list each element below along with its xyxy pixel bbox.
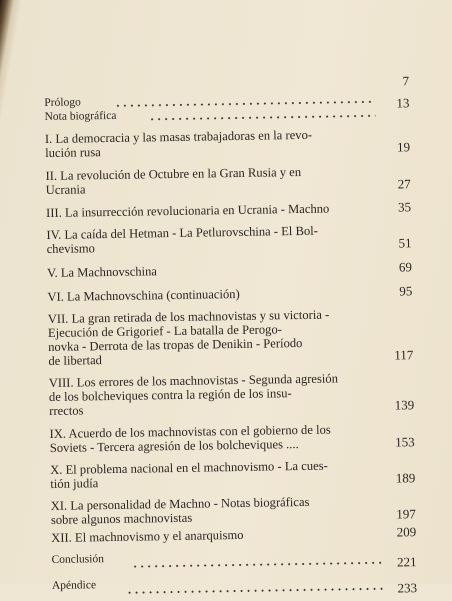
toc-entry-chapter-12 bbox=[51, 525, 416, 545]
toc-entry-chapter-11 bbox=[51, 493, 416, 527]
toc-entry-title: III. La insurrección revolucionaria en Ucrania - Machno bbox=[45, 201, 330, 220]
toc-entry-chapter-7 bbox=[48, 306, 414, 368]
toc-entry-title: II. La revolución de Octubre en la Gran Rusia y en Ucrania bbox=[45, 164, 302, 197]
toc-entry-page: 51 bbox=[398, 235, 412, 251]
toc-entry-title: VI. La Machnovschina (continuación) bbox=[47, 286, 240, 304]
toc-entry-title: IV. La caída del Hetman - La Petlurovschina - El Bol- chevismo bbox=[46, 223, 319, 256]
toc-entry-page: 233 bbox=[397, 580, 418, 596]
table-of-contents bbox=[44, 74, 417, 601]
toc-entry-page: 197 bbox=[396, 506, 416, 522]
toc-entry-title: I. La democracia y las masas trabajadoras en la revo- lución rusa bbox=[44, 127, 313, 160]
toc-entry-chapter-10 bbox=[50, 457, 415, 491]
toc-entry-chapter-4 bbox=[46, 222, 411, 256]
toc-entry-page: 117 bbox=[394, 347, 414, 363]
toc-entry-chapter-5 bbox=[47, 260, 412, 280]
toc-entry-page: 209 bbox=[396, 524, 417, 540]
toc-entry-title: VIII. Los errores de los machnovistas - Segunda agresión de los bolcheviques contra la región de los insu- rrectos bbox=[48, 371, 339, 418]
toc-entry-page: 153 bbox=[395, 434, 415, 450]
toc-entry-title: XI. La personalidad de Machno - Notas biográficas sobre algunos machnovistas bbox=[50, 494, 310, 527]
toc-entry-nota-biografica bbox=[44, 96, 409, 124]
toc-entry-page: 221 bbox=[396, 554, 417, 570]
toc-entry-page: 27 bbox=[397, 176, 411, 192]
toc-entry-chapter-8 bbox=[49, 370, 415, 418]
toc-entry-chapter-9 bbox=[49, 421, 414, 455]
toc-entry-page: 7 bbox=[402, 73, 410, 89]
toc-entry-title: V. La Machnovschina bbox=[46, 264, 158, 280]
toc-entry-page: 189 bbox=[395, 470, 416, 486]
toc-entry-page: 13 bbox=[396, 95, 410, 111]
toc-entry-page: 139 bbox=[394, 397, 415, 413]
toc-entry-conclusion bbox=[51, 547, 416, 575]
toc-entry-page: 35 bbox=[397, 199, 412, 215]
toc-entry-chapter-1 bbox=[45, 126, 410, 160]
toc-entry-title: Prólogo bbox=[44, 96, 81, 109]
toc-entry-title: Apéndice bbox=[51, 579, 97, 592]
toc-entry-chapter-3 bbox=[46, 200, 411, 220]
toc-entry-title: Conclusión bbox=[51, 553, 105, 566]
toc-entry-page: 19 bbox=[396, 139, 411, 155]
toc-entry-apendice bbox=[52, 573, 417, 601]
toc-entry-title: X. El problema nacional en el machnovismo - La cues- tión judía bbox=[50, 458, 328, 491]
toc-entry-page: 69 bbox=[398, 259, 413, 275]
toc-entry-title: IX. Acuerdo de los machnovistas con el gobierno de los Soviets - Tercera agresión de los bolcheviques .... bbox=[49, 422, 331, 455]
toc-entry-chapter-2 bbox=[45, 163, 410, 197]
toc-entry-page: 95 bbox=[399, 283, 413, 299]
toc-entry-title: XII. El machnovismo y el anarquismo bbox=[51, 527, 244, 545]
toc-entry-title: VII. La gran retirada de los machnovistas y su victoria - Ejecución de Grigorief - La batalla de Perogo- novka - Derrota de las tropas de Denikin - Período de libertad bbox=[47, 307, 330, 368]
toc-entry-title: Nota biográfica bbox=[44, 109, 117, 123]
toc-entry-chapter-6 bbox=[47, 284, 412, 304]
